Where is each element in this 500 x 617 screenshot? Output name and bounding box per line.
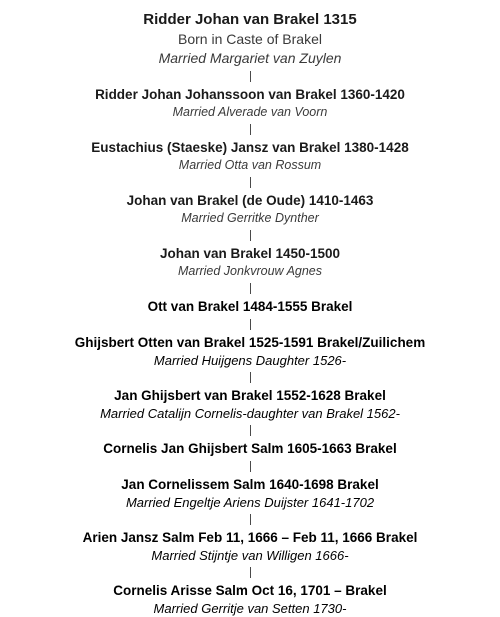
generation-3 bbox=[0, 139, 500, 174]
lineage-connector bbox=[250, 283, 251, 294]
person-name: Ridder Johan van Brakel 1315 bbox=[143, 11, 357, 28]
marriage-note: Married Gerritke Dynther bbox=[181, 211, 319, 225]
lineage-connector bbox=[250, 425, 251, 436]
generation-1 bbox=[0, 10, 500, 68]
person-name: Cornelis Jan Ghijsbert Salm 1605-1663 Brakel bbox=[103, 441, 397, 456]
generation-12 bbox=[0, 582, 500, 617]
person-name: Jan Ghijsbert van Brakel 1552-1628 Brakel bbox=[114, 388, 386, 403]
person-name: Ridder Johan Johanssoon van Brakel 1360-1420 bbox=[95, 87, 405, 102]
lineage-connector bbox=[250, 177, 251, 188]
marriage-note: Married Otta van Rossum bbox=[178, 158, 322, 172]
generation-9 bbox=[0, 440, 500, 458]
marriage-note: Married Huijgens Daughter 1526- bbox=[153, 353, 347, 368]
person-name: Johan van Brakel 1450-1500 bbox=[159, 246, 341, 261]
lineage-chart bbox=[0, 10, 500, 617]
generation-4 bbox=[0, 192, 500, 227]
lineage-connector bbox=[250, 319, 251, 330]
person-name: Jan Cornelissem Salm 1640-1698 Brakel bbox=[121, 477, 379, 492]
lineage-connector bbox=[250, 514, 251, 525]
marriage-note: Married Alverade van Voorn bbox=[172, 105, 328, 119]
lineage-connector bbox=[250, 461, 251, 472]
person-name: Ott van Brakel 1484-1555 Brakel bbox=[147, 299, 353, 314]
birth-note: Born in Caste of Brakel bbox=[178, 31, 322, 47]
person-name: Johan van Brakel (de Oude) 1410-1463 bbox=[126, 193, 374, 208]
lineage-connector bbox=[250, 567, 251, 578]
lineage-connector bbox=[250, 230, 251, 241]
lineage-connector bbox=[250, 372, 251, 383]
marriage-note: Married Engeltje Ariens Duijster 1641-1702 bbox=[125, 495, 375, 510]
generation-7 bbox=[0, 334, 500, 369]
lineage-connector bbox=[250, 124, 251, 135]
marriage-note: Married Gerritje van Setten 1730- bbox=[153, 601, 347, 616]
generation-5 bbox=[0, 245, 500, 280]
person-name: Ghijsbert Otten van Brakel 1525-1591 Brakel/Zuilichem bbox=[74, 335, 426, 350]
generation-8 bbox=[0, 387, 500, 422]
person-name: Arien Jansz Salm Feb 11, 1666 – Feb 11, 1666 Brakel bbox=[82, 530, 418, 545]
marriage-note: Married Catalijn Cornelis-daughter van Brakel 1562- bbox=[100, 406, 400, 421]
person-name: Cornelis Arisse Salm Oct 16, 1701 – Brakel bbox=[113, 583, 387, 598]
generation-6 bbox=[0, 298, 500, 316]
marriage-note: Married Margariet van Zuylen bbox=[158, 50, 342, 66]
generation-11 bbox=[0, 529, 500, 564]
marriage-note: Married Stijntje van Willigen 1666- bbox=[151, 548, 349, 563]
person-name: Eustachius (Staeske) Jansz van Brakel 1380-1428 bbox=[91, 140, 409, 155]
generation-10 bbox=[0, 476, 500, 511]
lineage-connector bbox=[250, 71, 251, 82]
marriage-note: Married Jonkvrouw Agnes bbox=[177, 264, 323, 278]
generation-2 bbox=[0, 86, 500, 121]
